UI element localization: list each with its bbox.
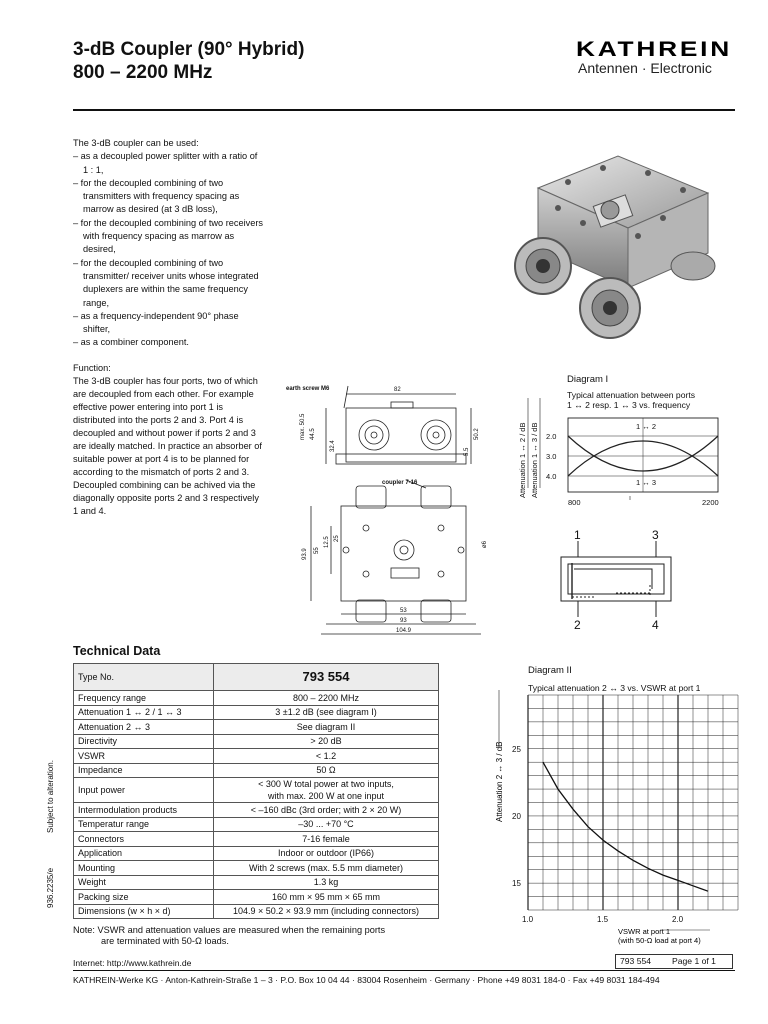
diagram1-ytick: 2.0 bbox=[546, 432, 557, 441]
spec-key: Dimensions (w × h × d) bbox=[74, 904, 214, 919]
dim-55b: 55 bbox=[314, 547, 320, 554]
dim-125: 12.5 bbox=[324, 536, 330, 548]
usage-item: – for the decoupled combining of two transmitters with frequency spacing as marrow as desired (at 3 dB loss), bbox=[73, 177, 240, 215]
diagram1-ylabel-12: Attenuation 1 ↔ 2 / dB bbox=[518, 422, 527, 498]
diagram2-xtick: 1.5 bbox=[597, 915, 609, 924]
spec-key: Mounting bbox=[74, 861, 214, 876]
dim-502: 50.2 bbox=[474, 428, 480, 440]
spec-key: Temperatur range bbox=[74, 817, 214, 832]
dim-max505: max. 50.5 bbox=[300, 413, 306, 440]
diagram1-label-12: 1 ↔ 2 bbox=[636, 422, 657, 431]
dim-93: 93 bbox=[400, 618, 407, 624]
function-text-2: Decoupled combining can be achived via the diagonally opposite ports 2 and 3 respectively 1 and 4. bbox=[73, 480, 259, 516]
diagram1-xtick: 800 bbox=[568, 498, 581, 507]
table-row bbox=[74, 817, 439, 832]
dim-phi6: ø6 bbox=[482, 540, 488, 548]
product-photo bbox=[498, 148, 738, 343]
title-line-1: 3-dB Coupler (90° Hybrid) bbox=[73, 39, 305, 60]
dim-445: 44.5 bbox=[310, 428, 316, 440]
spec-value: 800 – 2200 MHz bbox=[214, 691, 439, 706]
dim-324: 32.4 bbox=[330, 440, 336, 452]
internet-link[interactable]: Internet: http://www.kathrein.de bbox=[73, 958, 192, 968]
table-row bbox=[74, 734, 439, 749]
table-row bbox=[74, 803, 439, 818]
spec-key: Connectors bbox=[74, 832, 214, 847]
diagram2-subtitle: Typical attenuation 2 ↔ 3 vs. VSWR at port 1 bbox=[528, 683, 701, 693]
diagram1-ytick: 4.0 bbox=[546, 472, 557, 481]
company-footer: KATHREIN-Werke KG · Anton-Kathrein-Straße 1 – 3 · P.O. Box 10 04 44 · 83004 Rosenheim · Germany · Phone +49 8031 184-0 · Fax +49 8031 184-494 bbox=[73, 975, 660, 985]
diagram2-xtick: 1.0 bbox=[522, 915, 534, 924]
spec-value: 160 mm × 95 mm × 65 mm bbox=[214, 890, 439, 905]
page-info-box bbox=[615, 954, 733, 969]
spec-value: 104.9 × 50.2 × 93.9 mm (including connectors) bbox=[214, 904, 439, 919]
table-row bbox=[74, 705, 439, 720]
diagram2-chart bbox=[490, 690, 740, 945]
spec-value: –30 ... +70 °C bbox=[214, 817, 439, 832]
port-schematic bbox=[556, 527, 676, 635]
port-3-label: 3 bbox=[652, 528, 659, 542]
spec-value: > 20 dB bbox=[214, 734, 439, 749]
diagram2-ylabel: Attenuation 2 ↔ 3 / dB bbox=[495, 741, 504, 822]
diagram1-ylabel-13: Attenuation 1 ↔ 3 / dB bbox=[530, 422, 539, 498]
spec-value: 7-16 female bbox=[214, 832, 439, 847]
diagram2-xtick: 2.0 bbox=[672, 915, 684, 924]
spec-value: 1.3 kg bbox=[214, 875, 439, 890]
spec-key: Attenuation 2 ↔ 3 bbox=[74, 720, 214, 735]
diagram1-title: Diagram I bbox=[567, 374, 609, 385]
spec-key: Weight bbox=[74, 875, 214, 890]
diagram2-xlabel-line1: VSWR at port 1 bbox=[618, 927, 671, 936]
diagram2-ytick: 25 bbox=[512, 744, 521, 754]
function-section bbox=[73, 362, 263, 518]
port-1-label: 1 bbox=[574, 528, 581, 542]
spec-value: < 1.2 bbox=[214, 749, 439, 764]
tagline: Antennen · Electronic bbox=[578, 60, 712, 76]
table-row bbox=[74, 890, 439, 905]
spec-key: Attenuation 1 ↔ 2 / 1 ↔ 3 bbox=[74, 705, 214, 720]
spec-value: 50 Ω bbox=[214, 763, 439, 778]
spec-value: 3 ±1.2 dB (see diagram I) bbox=[214, 705, 439, 720]
diagram2-title: Diagram II bbox=[528, 665, 572, 676]
diagram2-ytick: 15 bbox=[512, 879, 521, 889]
dim-55: 5.5 bbox=[464, 447, 470, 456]
table-row bbox=[74, 778, 439, 803]
function-heading: Function: bbox=[73, 363, 111, 373]
spec-key: Impedance bbox=[74, 763, 214, 778]
port-4-label: 4 bbox=[652, 618, 659, 632]
header-divider bbox=[73, 109, 735, 111]
brand-text: KATHREIN bbox=[576, 38, 732, 58]
page-number: Page 1 of 1 bbox=[672, 956, 716, 966]
diagram1-chart bbox=[510, 388, 740, 513]
page-type-no: 793 554 bbox=[620, 956, 652, 966]
type-label: Type No. bbox=[74, 664, 214, 691]
dim-25: 25 bbox=[334, 535, 340, 542]
table-row bbox=[74, 691, 439, 706]
mechanical-drawing bbox=[286, 378, 496, 640]
spec-key: VSWR bbox=[74, 749, 214, 764]
usage-item: – for the decoupled combining of two transmitter/ receiver units whose integrated duplexers are within the same frequency range, bbox=[73, 257, 259, 308]
diagram2-ytick: 20 bbox=[512, 811, 521, 821]
table-row bbox=[74, 846, 439, 861]
spec-key: Input power bbox=[74, 778, 214, 803]
table-row bbox=[74, 904, 439, 919]
diagram2-xlabel-line2: (with 50-Ω load at port 4) bbox=[618, 936, 701, 945]
title-line-2: 800 – 2200 MHz bbox=[73, 62, 213, 83]
dim-1049: 104.9 bbox=[396, 628, 412, 634]
diagram1-subtitle-line1: Typical attenuation between ports bbox=[567, 390, 696, 400]
table-row bbox=[74, 720, 439, 735]
diagram1-subtitle-line2: 1 ↔ 2 resp. 1 ↔ 3 vs. frequency bbox=[567, 399, 691, 410]
spec-key: Directivity bbox=[74, 734, 214, 749]
subject-to-alteration: Subject to alteration. bbox=[46, 760, 55, 833]
dim-82: 82 bbox=[394, 387, 401, 393]
diagram2-series-line bbox=[543, 762, 708, 891]
technical-data-heading: Technical Data bbox=[73, 644, 161, 658]
type-value: 793 554 bbox=[214, 664, 439, 691]
note-line-2: are terminated with 50-Ω loads. bbox=[101, 936, 229, 946]
technical-data-table bbox=[73, 663, 439, 919]
port-2-label: 2 bbox=[574, 618, 581, 632]
power-line-2: with max. 200 W at one input bbox=[267, 791, 385, 801]
usage-list bbox=[73, 137, 263, 350]
doc-number: 936.2235/e bbox=[46, 867, 55, 908]
table-row bbox=[74, 832, 439, 847]
side-margin-text bbox=[44, 745, 64, 910]
label-coupler: coupler 7-16 bbox=[382, 480, 418, 486]
table-row bbox=[74, 875, 439, 890]
diagram1-label-13: 1 ↔ 3 bbox=[636, 478, 657, 487]
note-line-1: Note: VSWR and attenuation values are measured when the remaining ports bbox=[73, 925, 386, 935]
usage-item: – as a decoupled power splitter with a ratio of 1 : 1, bbox=[73, 151, 258, 175]
spec-value bbox=[214, 778, 439, 803]
table-row bbox=[74, 664, 439, 691]
table-row bbox=[74, 861, 439, 876]
diagram1-xtick: 2200 bbox=[702, 498, 719, 507]
usage-intro: The 3-dB coupler can be used: bbox=[73, 138, 199, 148]
spec-value: With 2 screws (max. 5.5 mm diameter) bbox=[214, 861, 439, 876]
footer-divider bbox=[73, 970, 735, 971]
usage-item: – as a frequency-independent 90° phase shifter, bbox=[73, 310, 239, 335]
spec-key: Intermodulation products bbox=[74, 803, 214, 818]
spec-value: See diagram II bbox=[214, 720, 439, 735]
spec-key: Packing size bbox=[74, 890, 214, 905]
spec-key: Application bbox=[74, 846, 214, 861]
spec-value: < –160 dBc (3rd order; with 2 × 20 W) bbox=[214, 803, 439, 818]
dim-939: 93.9 bbox=[302, 548, 308, 560]
spec-value: Indoor or outdoor (IP66) bbox=[214, 846, 439, 861]
diagram1-ytick: 3.0 bbox=[546, 452, 557, 461]
measurement-note bbox=[73, 925, 443, 947]
label-earth-screw: earth screw M6 bbox=[286, 386, 330, 392]
power-line-1: < 300 W total power at two inputs, bbox=[258, 779, 394, 789]
table-row bbox=[74, 749, 439, 764]
usage-item: – for the decoupled combining of two receivers with frequency spacing as marrow as desired, bbox=[73, 217, 263, 255]
kathrein-logo bbox=[576, 38, 734, 58]
function-text: The 3-dB coupler has four ports, two of which are decoupled from each other. For example effective power entering into port 1 is distributed into the ports 2 and 3. Port 4 is decoupled and without power if ports 2 and 3 are ideally matched. In practice an absorber of suitable power at port 4 is to be planned for according to the mismatch of ports 2 and 3. bbox=[73, 376, 262, 477]
usage-item: – as a combiner component. bbox=[73, 337, 189, 348]
table-row bbox=[74, 763, 439, 778]
spec-key: Frequency range bbox=[74, 691, 214, 706]
dim-53: 53 bbox=[400, 608, 407, 614]
page-title bbox=[73, 38, 304, 84]
